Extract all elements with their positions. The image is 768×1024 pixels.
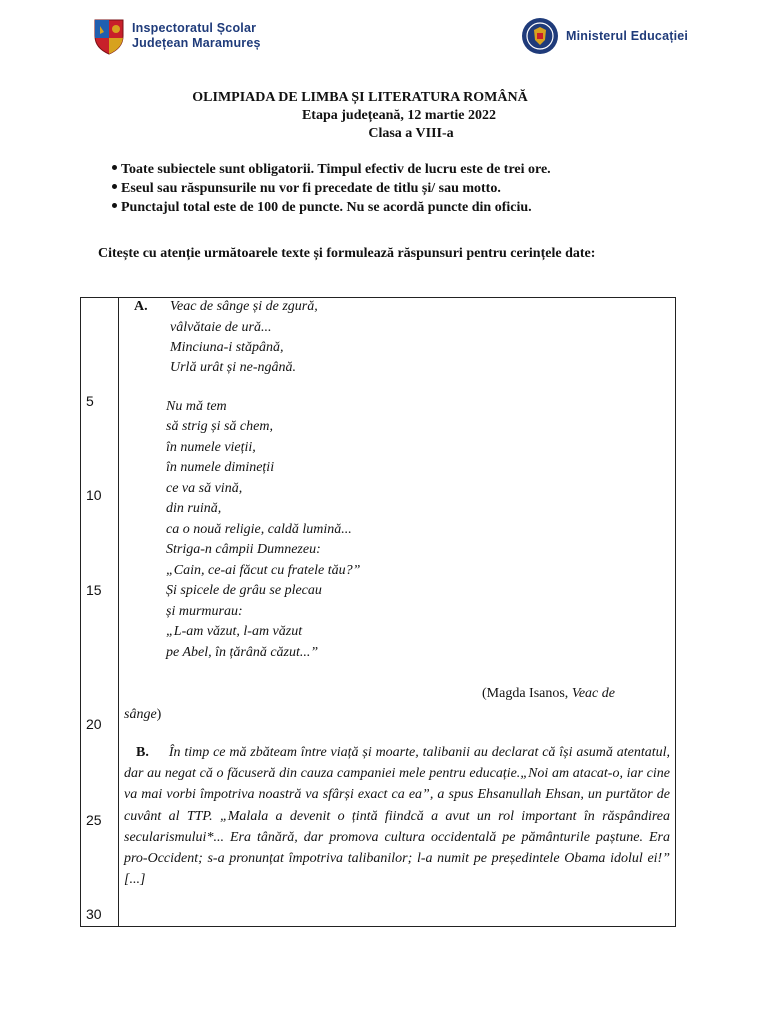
line-number: 20 <box>86 716 102 732</box>
left-org-line2: Județean Maramureș <box>132 36 261 50</box>
header-left <box>92 16 261 56</box>
poem-line: Urlă urât și ne-ngână. <box>170 360 296 375</box>
poem-line: Și spicele de grâu se plecau <box>166 583 322 598</box>
olympiad-title: OLIMPIADA DE LIMBA ȘI LITERATURA ROMÂNĂ <box>192 90 528 105</box>
text-a-label: A. <box>134 299 148 314</box>
text-b-label: B. <box>136 745 149 760</box>
line-number-divider <box>118 297 119 927</box>
text-b <box>124 742 670 890</box>
left-org-name <box>132 21 261 51</box>
rule-item: Punctajul total este de 100 de puncte. Nu se acordă puncte din oficiu. <box>112 198 551 217</box>
bullet-icon <box>112 203 117 208</box>
line-number: 5 <box>86 393 94 409</box>
poem-line: în numele dimineții <box>166 460 275 475</box>
poem-line: Veac de sânge și de zgură, <box>170 299 318 314</box>
line-number: 30 <box>86 906 102 922</box>
poem-line: și murmurau: <box>166 604 243 619</box>
bullet-icon <box>112 184 117 189</box>
poem-line: să strig și să chem, <box>166 419 273 434</box>
line-number: 15 <box>86 582 102 598</box>
reading-instruction: Citește cu atenție următoarele texte și formulează răspunsuri pentru cerințele date: <box>98 246 596 261</box>
poem-line: Nu mă tem <box>166 399 227 414</box>
poem-line: „Cain, ce-ai făcut cu fratele tău?” <box>166 563 361 578</box>
rules-list <box>112 160 551 217</box>
poem-line: în numele vieții, <box>166 440 256 455</box>
document-titles <box>0 89 768 143</box>
grade-level: Clasa a VIII-a <box>368 126 454 141</box>
ministry-seal-icon <box>520 16 560 56</box>
rule-item: Eseul sau răspunsurile nu vor fi precedate de titlu și/ sau motto. <box>112 179 551 198</box>
line-number: 25 <box>86 812 102 828</box>
stage-date: Etapa județeană, 12 martie 2022 <box>301 108 497 123</box>
right-org-name: Ministerul Educației <box>566 29 689 43</box>
rule-item: Toate subiectele sunt obligatorii. Timpul efectiv de lucru este de trei ore. <box>112 160 551 179</box>
source-citation: (Magda Isanos, Veac de <box>482 686 615 701</box>
source-citation-cont: sânge) <box>124 707 162 722</box>
poem-line: „L-am văzut, l-am văzut <box>166 624 303 639</box>
header-right <box>520 16 688 56</box>
poem-line: din ruină, <box>166 501 222 516</box>
poem-line: vâlvătaie de ură... <box>170 320 272 335</box>
bullet-icon <box>112 165 117 170</box>
poem-line: Minciuna-i stăpână, <box>170 340 284 355</box>
poem-line: ce va să vină, <box>166 481 243 496</box>
county-crest-icon <box>92 16 126 56</box>
poem-line: ca o nouă religie, caldă lumină... <box>166 522 352 537</box>
poem-line: Striga-n câmpii Dumnezeu: <box>166 542 321 557</box>
text-b-body: În timp ce mă zbăteam între viață și moarte, talibanii au declarat că își asumă atentatul, dar au negat că o făcuseră din cauza campaniei mele pentru educație.„Noi am atacat-o, iar cine va mai vorbi împotriva noastră va sfârși exact ca ea”, a spus Ehsanullah Ehsan, un purtător de cuvânt al TTP. „Malala a devenit o țintă fiindcă a avut un rol important în răspândirea secularismului*... Era tânără, dar promova cultura occidentală pe pământurile paștune. Era pro-Occident; s-a pronunțat împotriva talibanilor; l-a numit pe președintele Obama idolul ei!” [...] <box>124 745 670 888</box>
left-org-line1: Inspectoratul Școlar <box>132 21 257 35</box>
poem-line: pe Abel, în țărână căzut...” <box>166 645 319 660</box>
line-number: 10 <box>86 487 102 503</box>
